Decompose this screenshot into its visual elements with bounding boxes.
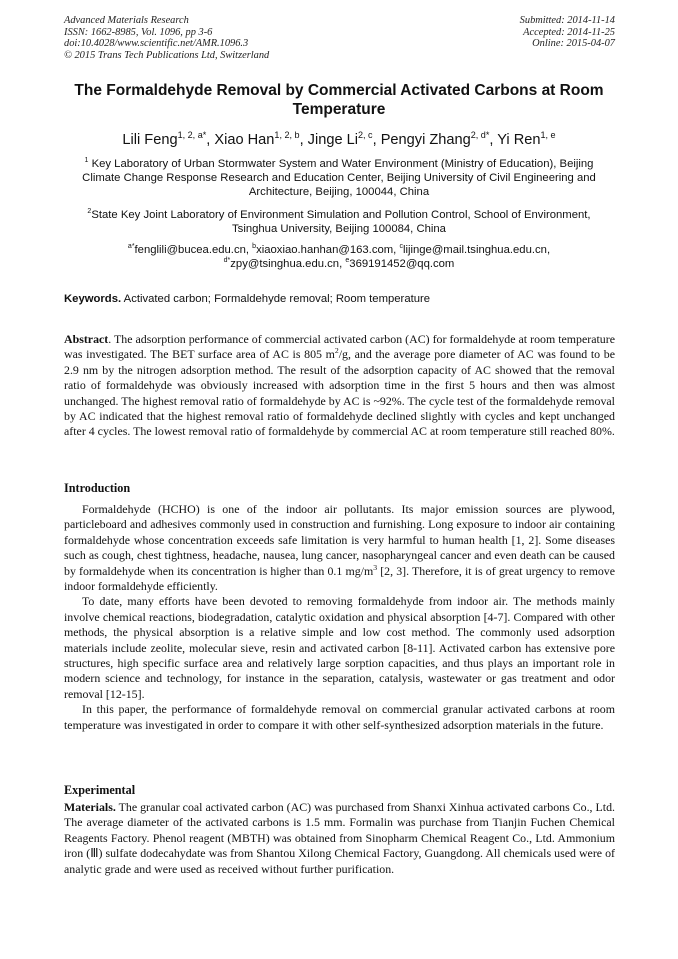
abstract-text: . The adsorption performance of commercial activated carbon (AC) for formaldehyde at room temperature was investigated. The BET surface area of AC is 805 m	[64, 332, 615, 362]
doi-line: doi:10.4028/www.scientific.net/AMR.1096.3	[64, 38, 249, 50]
submission-dates	[520, 15, 615, 50]
affiliation-text: Key Laboratory of Urban Stormwater System and Water Environment (Ministry of Education), Beijing Climate Change Response Research and Education Center, Beijing University of Civil Engineering and Architecture, Beijing, 100044, China	[82, 158, 596, 199]
author-name: Xiao Han	[214, 132, 275, 148]
author-name: Lili Feng	[122, 132, 178, 148]
email-address[interactable]: 369191452@qq.com	[349, 258, 455, 271]
keywords-label: Keywords.	[64, 293, 122, 305]
author-affiliation-mark: 2, c	[357, 130, 373, 141]
email-address[interactable]: zpy@tsinghua.edu.cn	[230, 258, 340, 271]
abstract-label: Abstract	[64, 332, 109, 346]
journal-name: Advanced Materials Research	[64, 15, 189, 26]
author-emails: $^{a*}$fenglili@bucea.edu.cn, $^b$xiaoxiao.hanhan@163.com, $^c$lijinge@mail.tsinghua.edu.cn, $^{d*}$zpy@tsinghua.edu.cn, $^e$369191452@qq.com	[127, 243, 551, 271]
paragraph-text: Formaldehyde (HCHO) is one of the indoor air pollutants. Its major emission sources are plywood, particleboard and adhesives commonly used in construction and furnishing. Long exposure to indoor air containing formaldehyde whose concentration exceeds safe limitation is very harmful to human health [1, 2]. Some diseases such as cough, chest tightness, headache, nausea, lung cancer, nasopharyngeal cancer and even death can be caused by formaldehyde when its concentration is higher than 0.1 mg/m	[64, 502, 615, 578]
affiliation-number: 1	[84, 157, 89, 165]
copyright-line: © 2015 Trans Tech Publications Ltd, Switzerland	[64, 49, 270, 61]
email-mark: a*	[127, 243, 135, 251]
submitted-date: Submitted: 2014-11-14	[519, 15, 615, 26]
author-affiliation-mark: 2, d*	[470, 130, 490, 141]
author-affiliation-mark: 1, 2, b	[274, 130, 300, 141]
materials-paragraph	[64, 800, 615, 877]
paper-title: The Formaldehyde Removal by Commercial Activated Carbons at Room Temperature	[74, 82, 604, 118]
email-address[interactable]: xiaoxiao.hanhan@163.com	[256, 244, 394, 256]
email-address[interactable]: lijinge@mail.tsinghua.edu.cn	[402, 244, 547, 256]
materials-text: The granular coal activated carbon (AC) was purchased from Shanxi Xinhua activated carbons Co., Ltd. The average diameter of the activated carbons is 1.5 mm. Formalin was purchase from Tianjin Fuchen Chemical Reagents Factory. Phenol reagent (MBTH) was obtained from Sinopharm Chemical Reagent Co., Ltd. Ammonium iron (Ⅲ) sulfate dodecahydate was from Shantou Xilong Chemical Factory, Guangdong. All chemicals used were of analytic grade and were used as received without further purification.	[64, 800, 615, 876]
abstract-text-continued: /g, and the average pore diameter of AC was found to be 2.9 nm by the nitrogen adsorption method. The result of the adsorption capacity of AC showed that the removal ratio of formaldehyde was obviously increased with adsorption time in the first 5 hours and then was almost unchanged. The highest removal ratio of formaldehyde by AC is ~92%. The cycle test of the formaldehyde removal by AC indicated that the highest removal ratio of formaldehyde declined slightly with cycles and kept unchanged after 4 cycles. The lowest removal ratio of formaldehyde by commercial AC at room temperature still reached 80%.	[64, 347, 615, 439]
issn-line: ISSN: 1662-8985, Vol. 1096, pp 3-6	[64, 26, 213, 38]
author-name: Pengyi Zhang	[380, 132, 471, 148]
affiliation-2	[64, 208, 614, 236]
superscript: 2	[334, 346, 339, 356]
journal-info	[64, 15, 269, 61]
superscript: 3	[373, 562, 378, 572]
affiliation-1	[64, 157, 614, 200]
email-mark: d*	[223, 257, 231, 265]
email-mark: e	[345, 257, 350, 265]
affiliation-text: State Key Joint Laboratory of Environment Simulation and Pollution Control, School of Environment, Tsinghua University, Beijing 100084, China	[91, 209, 591, 236]
author-name: Yi Ren	[497, 132, 541, 148]
author-affiliation-mark: 1, e	[540, 130, 556, 141]
introduction-paragraph-2: To date, many efforts have been devoted to removing formaldehyde from indoor air. The methods mainly involve chemical reactions, biodegradation, catalytic oxidation and physical absorption [4-7]. Compared with other methods, the physical absorption is a relative simple and low cost method. The commonly used adsorption materials include zeolite, molecular sieve, resin and activated carbon [8-11]. Activated carbon has extensive pore structures, high specific surface area and relatively large sorption capacities, and thus plays an important role in modern science and technology, for instance in the separation, catalysis, wastewater or gas treatment and odor removal [12-15].	[64, 594, 615, 701]
author-list: Lili Feng$^{1, 2, a*}$, Xiao Han$^{1, 2, b}$, Jinge Li$^{2, c}$, Pengyi Zhang$^{2, d*}$, Yi Ren$^{1, e}$	[122, 130, 556, 148]
email-mark: c	[399, 243, 403, 251]
accepted-date: Accepted: 2014-11-25	[523, 26, 615, 38]
affiliation-number: 2	[87, 208, 92, 216]
introduction-paragraph-1	[64, 502, 615, 594]
paragraph-text-continued: [2, 3]. Therefore, it is of great urgency to remove indoor formaldehyde efficiently.	[64, 563, 615, 594]
experimental-heading: Experimental	[64, 783, 136, 797]
online-date: Online: 2015-04-07	[532, 38, 615, 50]
keywords-text: Activated carbon; Formaldehyde removal; Room temperature	[123, 293, 431, 305]
introduction-body	[64, 502, 615, 733]
email-mark: b	[252, 243, 257, 251]
email-address[interactable]: fenglili@bucea.edu.cn	[134, 244, 246, 256]
introduction-heading: Introduction	[64, 481, 131, 495]
materials-label: Materials.	[64, 800, 116, 814]
keywords	[64, 292, 616, 306]
author-name: Jinge Li	[307, 132, 358, 148]
abstract	[64, 332, 615, 440]
author-affiliation-mark: 1, 2, a*	[177, 130, 207, 141]
introduction-paragraph-3: In this paper, the performance of formaldehyde removal on commercial granular activated carbons at room temperature was investigated in order to compare it with other self-synthesized adsorption materials in the future.	[64, 702, 615, 732]
